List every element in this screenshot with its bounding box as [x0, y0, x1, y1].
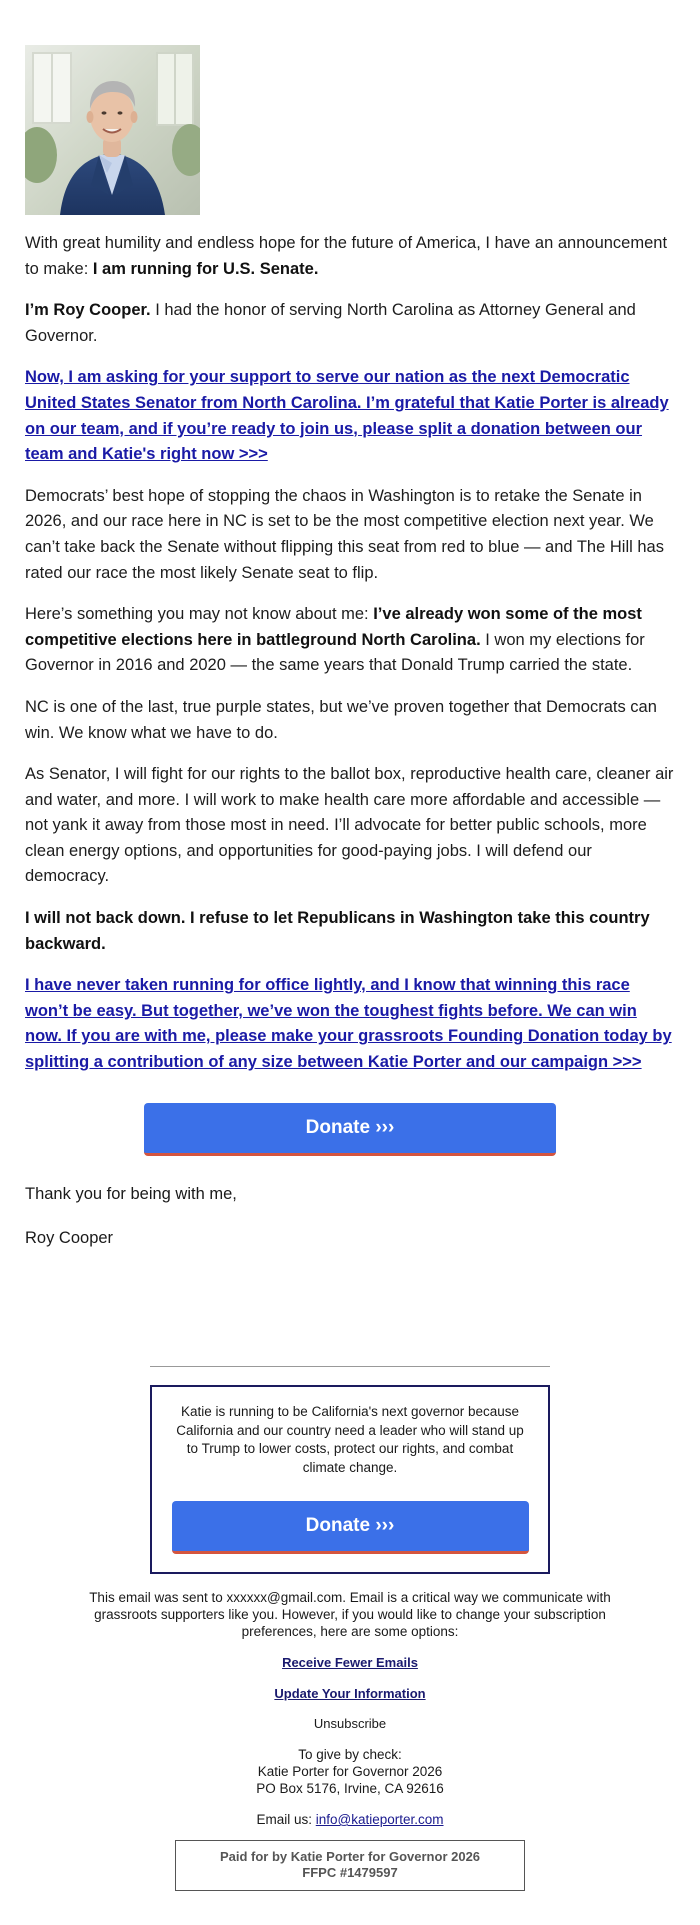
portrait-photo	[25, 45, 200, 215]
intro-paragraph	[25, 231, 675, 282]
katie-promo-box	[150, 1385, 550, 1574]
resolve-bold: I will not back down. I refuse to let Republicans in Washington take this country backward.	[25, 909, 650, 953]
paid-for-disclaimer	[175, 1840, 525, 1891]
resolve-paragraph	[25, 906, 675, 957]
elections-text-b: I won my elections for Governor in 2016 and 2020 — the same years that Donald Trump carried the state.	[25, 630, 645, 675]
paid-for-line: Paid for by Katie Porter for Governor 2026	[219, 1849, 481, 1864]
email-us	[0, 1811, 700, 1828]
footer-donate-button[interactable]: Donate ›››	[172, 1501, 529, 1554]
announcement-bold: I am running for U.S. Senate.	[92, 259, 319, 278]
footer-divider	[150, 1366, 550, 1367]
bio-bold: I’m Roy Cooper.	[25, 301, 151, 320]
ask-paragraph	[25, 365, 675, 467]
founding-donation-link[interactable]: I have never taken running for office lightly, and I know that winning this race won’t be easy. But together, we’ve won the toughest fights before. We can win now. If you are with me, please make your grassroots Founding Donation today by splitting a contribution of any size between Katie Porter and our campaign >>>	[25, 976, 672, 1072]
elections-paragraph	[25, 602, 675, 679]
subscription-notice: This email was sent to xxxxxx@gmail.com. Email is a critical way we communicate with grassroots supporters like you. However, if you would like to change your subscription preferences, here are some options:	[89, 1590, 611, 1639]
senate-paragraph: Democrats’ best hope of stopping the chaos in Washington is to retake the Senate in 2026, and our race here in NC is set to be the most competitive election next year. We can’t take back the Senate without flipping this seat from red to blue — and The Hill has rated our race the most likely Senate seat to flip.	[25, 486, 664, 582]
check-payee: Katie Porter for Governor 2026	[257, 1764, 443, 1779]
check-address: PO Box 5176, Irvine, CA 92616	[256, 1781, 444, 1796]
platform-paragraph: As Senator, I will fight for our rights to the ballot box, reproductive health care, cleaner air and water, and more. I will work to make health care more affordable and accessible — not yank it away from those most in need. I’ll advocate for better public schools, more clean energy options, and opportunities for good-paying jobs. I will defend our democracy.	[25, 765, 674, 886]
email-us-link[interactable]: info@katieporter.com	[315, 1812, 444, 1827]
check-info	[0, 1746, 700, 1797]
receive-fewer-emails-link[interactable]: Receive Fewer Emails	[282, 1655, 418, 1670]
split-donation-link[interactable]: Now, I am asking for your support to serve our nation as the next Democratic United States Senator from North Carolina. I’m grateful that Katie Porter is already on our team, and if you’re ready to join us, please split a donation between our team and Katie's right now >>>	[25, 368, 669, 464]
intro-text: With great humility and endless hope for the future of America, I have an announcement to make:	[25, 234, 668, 278]
bio-text: I had the honor of serving North Carolina as Attorney General and Governor.	[25, 301, 636, 345]
katie-promo-text: Katie is running to be California's next governor because California and our country need a leader who will stand up to Trump to lower costs, protect our rights, and combat climate change.	[176, 1404, 524, 1475]
email-us-label: Email us:	[256, 1812, 316, 1827]
email-footer	[0, 1366, 700, 1891]
signoff-name: Roy Cooper	[25, 1228, 114, 1247]
bio-paragraph	[25, 298, 675, 349]
founding-paragraph	[25, 973, 675, 1075]
unsubscribe-link[interactable]: Unsubscribe	[313, 1716, 387, 1731]
elections-bold: I’ve already won some of the most competitive elections here in battleground North Carolina.	[25, 605, 642, 649]
donate-row	[25, 1103, 675, 1156]
ffpc-number: FFPC #1479597	[302, 1865, 398, 1880]
purple-state-paragraph: NC is one of the last, true purple states, but we’ve proven together that Democrats can win. We know what we have to do.	[25, 697, 657, 742]
elections-text-a: Here’s something you may not know about me:	[25, 605, 374, 624]
donate-button[interactable]: Donate ›››	[144, 1103, 556, 1156]
check-heading: To give by check:	[298, 1747, 402, 1762]
update-information-link[interactable]: Update Your Information	[274, 1686, 426, 1701]
signoff-thanks: Thank you for being with me,	[25, 1184, 237, 1203]
